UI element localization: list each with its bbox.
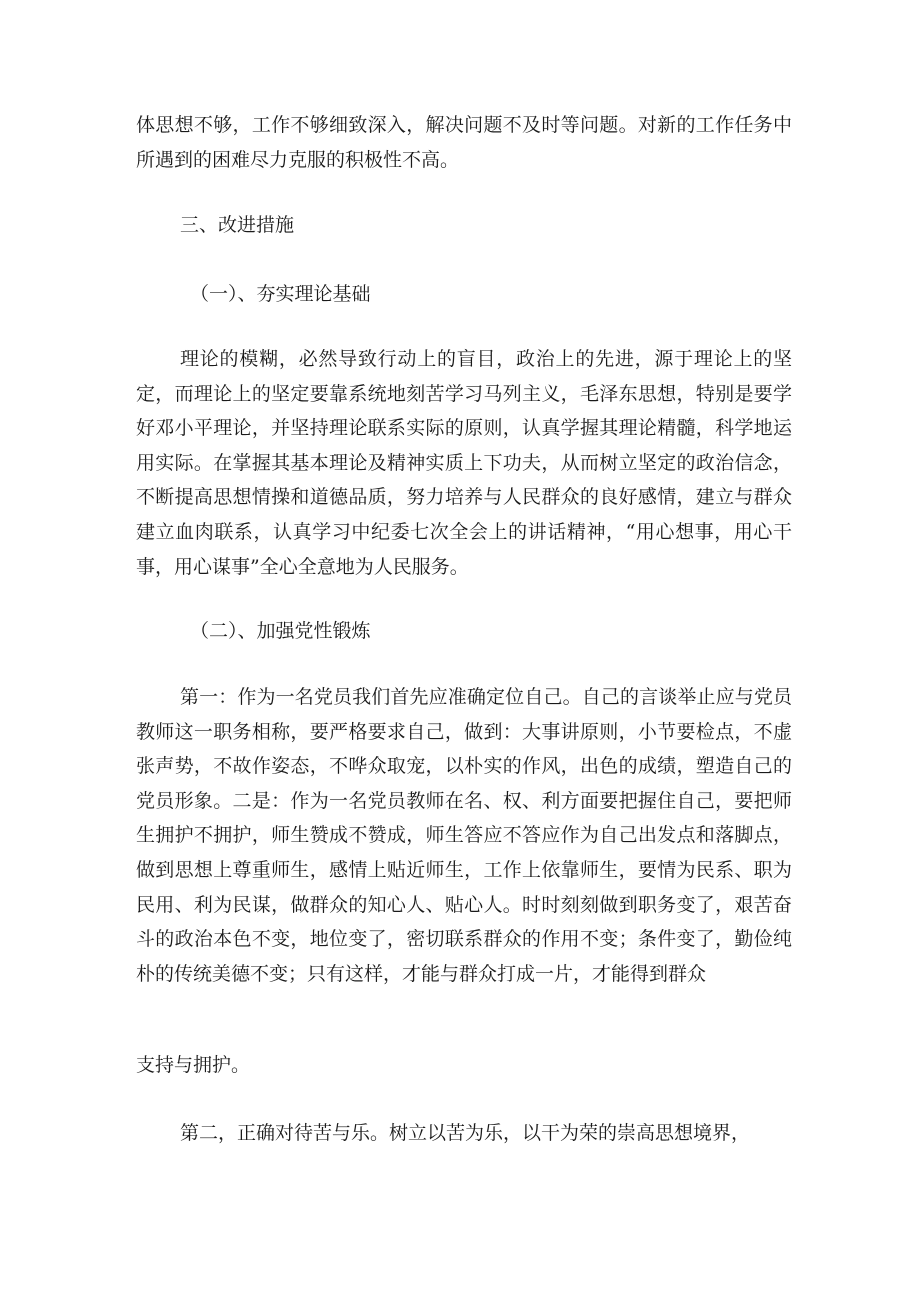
paragraph-second-point: 第二，正确对待苦与乐。树立以苦为乐，以干为荣的崇高思想境界， xyxy=(180,1122,751,1144)
subsection-heading-theory-foundation: （一）、夯实理论基础 xyxy=(190,283,371,305)
paragraph-first-point: 第一：作为一名党员我们首先应准确定位自己。自己的言谈举止应与党员教师这一职务相称，要严格要求自己，做到：大事讲原则，小节要检点，不虚张声势，不故作姿态，不哗众取宠，以朴实的作风，出色的成绩，塑造自己的党员形象。二是：作为一名党员教师在名、权、利方面要把握住自己，要把师生拥护不拥护，师生赞成不赞成，师生答应不答应作为自己出发点和落脚点，做到思想上尊重师生，感情上贴近师生，工作上依靠师生，要情为民系、职为民用、利为民谋，做群众的知心人、贴心人。时时刻刻做到职务变了，艰苦奋斗的政治本色不变，地位变了，密切联系群众的作用不变；条件变了，勤俭纯朴的传统美德不变；只有这样，才能与群众打成一片，才能得到群众 xyxy=(136,686,792,985)
section-heading-improvement-measures: 三、改进措施 xyxy=(180,214,295,236)
paragraph-continuation-support: 支持与拥护。 xyxy=(136,1054,251,1076)
paragraph-continuation: 体思想不够，工作不够细致深入，解决问题不及时等问题。对新的工作任务中所遇到的困难尽力克服的积极性不高。 xyxy=(136,114,792,171)
paragraph-theory: 理论的模糊，必然导致行动上的盲目，政治上的先进，源于理论上的坚定，而理论上的坚定要靠系统地刻苦学习马列主义，毛泽东思想，特别是要学好邓小平理论，并坚持理论联系实际的原则，认真学握其理论精髓，科学地运用实际。在掌握其基本理论及精神实质上下功夫，从而树立坚定的政治信念，不断提高思想情操和道德品质，努力培养与人民群众的良好感情，建立与群众建立血肉联系，认真学习中纪委七次全会上的讲话精神，“用心想事，用心干事，用心谋事”全心全意地为人民服务。 xyxy=(136,348,792,578)
subsection-heading-party-spirit: （二）、加强党性锻炼 xyxy=(190,620,371,642)
